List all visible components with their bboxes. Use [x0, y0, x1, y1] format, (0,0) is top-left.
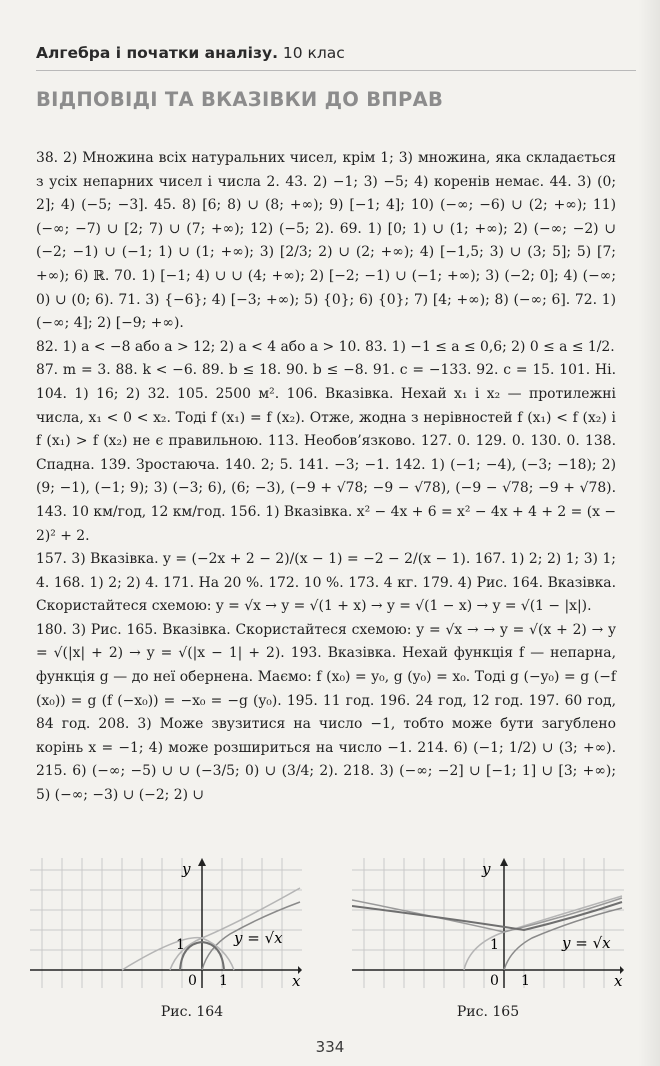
grid — [30, 858, 302, 988]
figure-165-graph — [352, 858, 624, 988]
y-axis-arrow-icon — [198, 858, 206, 866]
answers-paragraph: 38. 2) Множина всіх натуральних чисел, крім 1; 3) множина, яка складається з усіх непарних чисел і числа 2. 43. 2) −1; 3) −5; 4) коренів немає. 44. 3) (0; 2]; 4) (−5; −3]. 45. 8) [6; 8) ∪ (8; +∞); 9) [−1; 4]; 10) (−∞; −6) ∪ (2; +∞); 11) (−∞; −7) ∪ [2; 7) ∪ (7; +∞); 12) (−5; 2). 69. 1) [0; 1) ∪ (1; +∞); 2) (−∞; −2) ∪ (−2; −1) ∪ (−1; 1) ∪ (1; +∞); 3) [2/3; 2) ∪ (2; +∞); 4) [−1,5; 3) ∪ (3; 5]; 5) [7; +∞); 6) ℝ. 70. 1) [−1; 4) ∪ ∪ (4; +∞); 2) [−2; −1) ∪ (−1; +∞); 3) (−2; 0]; 4) (−∞; 0) ∪ (0; 6). 71. 3) {−6}; 4) [−3; +∞); 5) {0}; 6) {0}; 7) [4; +∞); 8) (−∞; 6]. 72. 1) (−∞; 4]; 2) [−9; +∞). — [36, 150, 616, 332]
running-header — [36, 44, 632, 62]
x-axis-label: x — [292, 972, 301, 988]
figure-164-caption: Рис. 164 — [160, 1004, 224, 1020]
figure-165 — [352, 858, 624, 988]
answers-paragraph: 180. 3) Рис. 165. Вказівка. Скористайтеся схемою: y = √x → → y = √(x + 2) → y = √(|x| + 2) → y = √(|x − 1| + 2). 193. Вказівка. Нехай функція f — непарна, функція g — до неї обернена. Маємо: f (x₀) = y₀, g (y₀) = x₀. Тоді g (−y₀) = g (−f (x₀)) = g (f (−x₀)) = −x₀ = −g (y₀). 195. 11 год. 196. 24 год, 12 год. 197. 60 год, 84 год. 208. 3) Може звузитися на число −1, тобто може бути загублено корінь x = −1; 4) може розшириться на число −1. 214. 6) (−1; 1/2) ∪ (3; +∞). 215. 6) (−∞; −5) ∪ ∪ (−3/5; 0) ∪ (3/4; 2). 218. 3) (−∞; −2] ∪ [−1; 1] ∪ [3; +∞); 5) (−∞; −3) ∪ (−2; 2) ∪ — [36, 621, 616, 804]
x-tick-label: 1 — [521, 973, 530, 988]
grade-label: 10 клас — [277, 44, 345, 62]
y-tick-label: 1 — [490, 937, 499, 953]
answers-text — [36, 147, 616, 808]
page-number: 334 — [315, 1038, 345, 1056]
x-axis-label: x — [614, 972, 623, 988]
y-axis-arrow-icon — [500, 858, 508, 866]
origin-label: 0 — [188, 973, 197, 988]
figure-164 — [30, 858, 302, 988]
answers-paragraph: 87. m = 3. 88. k < −6. 89. b ≤ 18. 90. b ≤ −8. 91. c = −133. 92. c = 15. 101. Ні. 104. 1) 16; 2) 32. 105. 2500 м². 106. Вказівка. Нехай x₁ і x₂ — протилежні числа, x₁ < 0 < x₂. Тоді f (x₁) = f (x₂). Отже, жодна з нерівностей f (x₁) < f (x₂) і f (x₁) > f (x₂) не є правильною. 113. Необов’язково. 127. 0. 129. 0. 130. 0. 138. Спадна. 139. Зростаюча. 140. 2; 5. 141. −3; −1. 142. 1) (−1; −4), (−3; −18); 2) (9; −1), (−1; 9); 3) (−3; 6), (6; −3), (−9 + √78; −9 − √78), (−9 − √78; −9 + √78). 143. 10 км/год, 12 км/год. 156. 1) Вказівка. x² − 4x + 6 = x² − 4x + 4 + 2 = (x − 2)² + 2. — [36, 362, 616, 544]
header-rule — [36, 70, 636, 71]
y-axis-label: y — [182, 860, 191, 878]
answers-paragraph: 157. 3) Вказівка. y = (−2x + 2 − 2)/(x − 1) = −2 − 2/(x − 1). 167. 1) 2; 2) 1; 3) 1; 4. 168. 1) 2; 2) 4. 171. На 20 %. 172. 10 %. 173. 4 кг. 179. 4) Рис. 164. Вказівка. Скористайтеся схемою: y = √x → y = √(1 + x) → y = √(1 − x) → y = √(1 − |x|). — [36, 551, 616, 615]
figure-164-graph — [30, 858, 302, 988]
curve-label: y = √x — [562, 934, 611, 952]
y-tick-label: 1 — [176, 937, 185, 953]
answers-paragraph: 82. 1) a < −8 або a > 12; 2) a < 4 або a > 10. 83. 1) −1 ≤ a ≤ 0,6; 2) 0 ≤ a ≤ 1/2. — [36, 338, 615, 355]
figure-165-caption: Рис. 165 — [456, 1004, 520, 1020]
y-axis-label: y — [482, 860, 491, 878]
x-tick-label: 1 — [219, 973, 228, 988]
book-title: Алгебра і початки аналізу. — [36, 44, 278, 62]
section-title: ВІДПОВІДІ ТА ВКАЗІВКИ ДО ВПРАВ — [36, 88, 444, 111]
book-spine-shadow — [638, 0, 660, 1066]
origin-label: 0 — [490, 973, 499, 988]
curve-sqrt-abs-x-minus-1-plus-2 — [352, 902, 622, 930]
curve-label: y = √x — [234, 929, 283, 947]
figures — [30, 858, 630, 988]
